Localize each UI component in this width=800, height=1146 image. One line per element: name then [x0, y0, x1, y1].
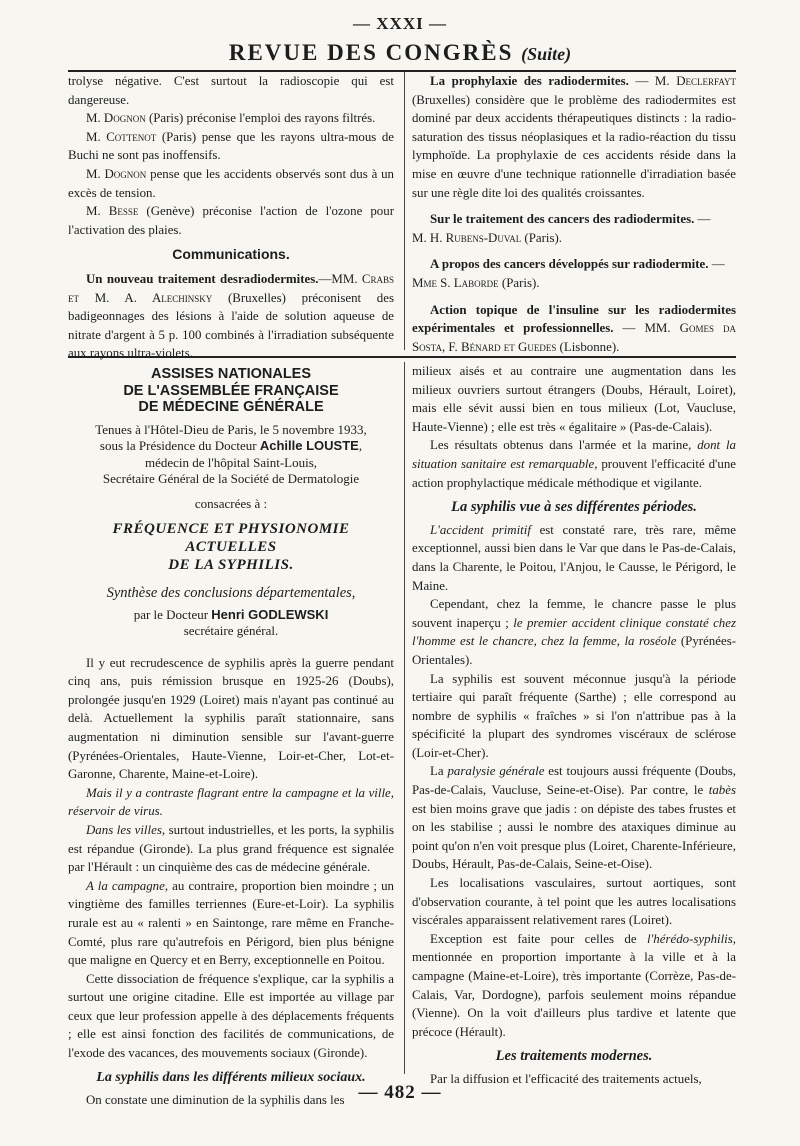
- section-title-communications: Communications.: [172, 246, 290, 263]
- subheading-milieux: La syphilis dans les différents milieux sociaux.: [96, 1069, 366, 1085]
- paragraph: L'accident primitif est constaté rare, très rare, même exceptionnel, aussi bien dans le Var que dans le Pas-de-Calais, dans la Charente, le Poitou, l'Anjou, le Causse, le Périgord, le Maine.: [412, 522, 736, 593]
- top-left-column: [68, 72, 394, 363]
- subheading-periodes: La syphilis vue à ses différentes périodes.: [451, 499, 697, 516]
- page-number-roman: — XXXI —: [353, 14, 447, 33]
- paragraph: milieux aisés et au contraire une augmentation dans les milieux ouvriers surtout étrangers (Doubs, Hérault, Loiret), mais elle sévit aussi bien en tous milieux (Lot, Vaucluse, Haute-Vienne) ; elle est très « égalitaire » (Pas-de-Calais).: [412, 364, 736, 434]
- heading-line: ASSISES NATIONALES: [150, 366, 312, 382]
- theme-title: FRÉQUENCE ET PHYSIONOMIE ACTUELLES DE LA SYPHILIS.: [112, 521, 350, 573]
- paragraph: M. Dognon pense que les accidents observés sont dus à un excès de tension.: [68, 166, 394, 200]
- paragraph: Mais il y a contraste flagrant entre la campagne et la ville, réservoir de virus.: [68, 785, 394, 819]
- paragraph: Sur le traitement des cancers des radiodermites. —: [430, 212, 711, 227]
- top-right-column: [412, 72, 736, 356]
- paragraph: Exception est faite pour celles de l'hérédo-syphilis, mentionnée en proportion importante à la ville et à la campagne (Maine-et-Loire), très importante (Corrèze, Pas-de-Calais, Var, Dordogne), parfois seulement moins répandue (Vienne). On la voit d'ailleurs plus tardive et latente que précoce (Hérault).: [412, 931, 736, 1039]
- section-rule: [68, 356, 736, 358]
- paragraph: M. H. Rubens-Duval (Paris).: [412, 230, 563, 245]
- paragraph: La prophylaxie des radiodermites. — M. Declerfayt (Bruxelles) considère que le problème des radiodermites est dominé par deux accidents thérapeutiques distincts : la radio-saturation des tissus néoplasiques et la radio-réaction du tissu lymphoïde. La prophylaxie de ces accidents réside dans la mise en œuvre d'une technique rationnelle d'irradiation basée sur une règle dite loi des qualités croissantes.: [412, 74, 737, 200]
- column-divider: [404, 362, 405, 1074]
- paragraph: On constate une diminution de la syphilis dans les: [86, 1093, 345, 1108]
- paragraph: Les localisations vasculaires, surtout aortiques, sont d'observation courante, à tel point que les autres localisations viscérales apparaissent relativement rares (Loiret).: [412, 876, 736, 928]
- paragraph: A la campagne, au contraire, proportion bien moindre ; un vingtième des familles terriennes (Eure-et-Loir). La syphilis rurale est au « ralenti » en Saintonge, rare même en Franche-Comté, plus rare qu'autrefois en Périgord, bien plus bénigne que maligne en Quercy et en Berry, exceptionnelle en Poitou.: [68, 878, 394, 968]
- paragraph: Mme S. Laborde (Paris).: [412, 275, 540, 290]
- meeting-details: Tenues à l'Hôtel-Dieu de Paris, le 5 novembre 1933, sous la Présidence du Docteur Achille LOUSTE, médecin de l'hôpital Saint-Louis, Secrétaire Général de la Société de Dermatologie consacrées à :: [95, 421, 367, 511]
- running-title: [0, 40, 800, 66]
- paragraph: Cette dissociation de fréquence s'explique, car la syphilis a surtout une origine citadine. Elle est importée au village par ceux que leur profession appelle à des déplacements fréquents ; elle est ainsi fonction des facilités de communications, de l'exode des vacances, des mouvements sociaux (Gironde).: [68, 971, 394, 1061]
- running-title-main: REVUE DES CONGRÈS: [228, 40, 514, 65]
- bottom-left-column: [68, 362, 394, 1110]
- paragraph: Par la diffusion et l'efficacité des traitements actuels,: [430, 1071, 702, 1086]
- paragraph: M. Dognon (Paris) préconise l'emploi des rayons filtrés.: [86, 111, 376, 126]
- assises-heading: [68, 366, 394, 416]
- heading-line: DE L'ASSEMBLÉE FRANÇAISE: [123, 382, 339, 399]
- column-divider: [404, 72, 405, 350]
- synthese-title: Synthèse des conclusions départementales,: [106, 585, 356, 601]
- author-line: par le Docteur Henri GODLEWSKI secrétaire général.: [133, 606, 329, 639]
- bottom-right-column: [412, 362, 736, 1089]
- paragraph: Action topique de l'insuline sur les radiodermites expérimentales et professionnelles. — MM. Gomes da Sosta, F. Bénard et Guedes (Lisbonne).: [412, 302, 736, 354]
- subheading-traitements: Les traitements modernes.: [495, 1048, 653, 1065]
- paragraph: A propos des cancers développés sur radiodermite. —: [430, 257, 725, 272]
- paragraph: La syphilis est souvent méconnue jusqu'à la période tertiaire qui paraît fréquente (Sarthe) ; elle correspond au nombre de syphilis « fraîches » si l'on n'attribue pas à la spécificité la plupart des syndromes viscéraux de sclérose (Loir-et-Cher).: [412, 671, 736, 760]
- paragraph: Il y eut recrudescence de syphilis après la guerre pendant cinq ans, puis rémission brusque en 1925-26 (Doubs), prolongée jusqu'en 1929 (Loiret) mais n'ayant pas continué au delà. Actuellement la syphilis paraît stationnaire, sans augmentation ni diminution sensible sur l'avant-guerre (Pyrénées-Orientales, Haute-Vienne, Loir-et-Cher, Lot-et-Garonne, Charente, Maine-et-Loire).: [68, 655, 394, 782]
- paragraph: La paralysie générale est toujours aussi fréquente (Doubs, Pas-de-Calais, Vaucluse, Seine-et-Oise). Par contre, le tabès est bien moins grave que jadis : on dépiste des tabes frustes et on les stabilise ; aussi le nombre des ataxiques diminue au point qu'on n'en voit presque plus (Loiret, Charente-Inférieure, Doubs, Hérault, Pas-de-Calais, Seine-et-Oise).: [412, 764, 737, 872]
- paragraph: Cependant, chez la femme, le chancre passe le plus souvent inaperçu ; le premier accident clinique constaté chez l'homme est le chancre, chez la femme, la roséole (Pyrénées-Orientales).: [412, 597, 736, 667]
- paragraph: Un nouveau traitement desradiodermites.—MM. Crabs et M. A. Alechinsky (Bruxelles) préconisent des badigeonnages des lésions à l'aide de solution aqueuse de nitrate d'argent à 5 p. 100 combinés à l'irradiation subséquente aux rayons ultra-violets.: [68, 271, 394, 361]
- heading-line: DE MÉDECINE GÉNÉRALE: [138, 399, 324, 415]
- paragraph: M. Cottenot (Paris) pense que les rayons ultra-mous de Buchi ne sont pas inoffensifs.: [68, 129, 394, 163]
- paragraph: trolyse négative. C'est surtout la radioscopie qui est dangereuse.: [68, 74, 394, 107]
- paragraph: M. Besse (Genève) préconise l'action de l'ozone pour l'activation des plaies.: [68, 204, 394, 237]
- running-title-suite: (Suite): [521, 44, 572, 64]
- page-number: — 482 —: [358, 1082, 442, 1103]
- paragraph: Les résultats obtenus dans l'armée et la marine, dont la situation sanitaire est remarquable, prouvent l'efficacité d'une action prophylactique médicale méthodique et vigilante.: [412, 438, 736, 490]
- paragraph: Dans les villes, surtout industrielles, et les ports, la syphilis est répandue (Gironde). La plus grand fréquence est signalée par l'Hérault : un cinquième des cas de médecine générale.: [68, 822, 394, 875]
